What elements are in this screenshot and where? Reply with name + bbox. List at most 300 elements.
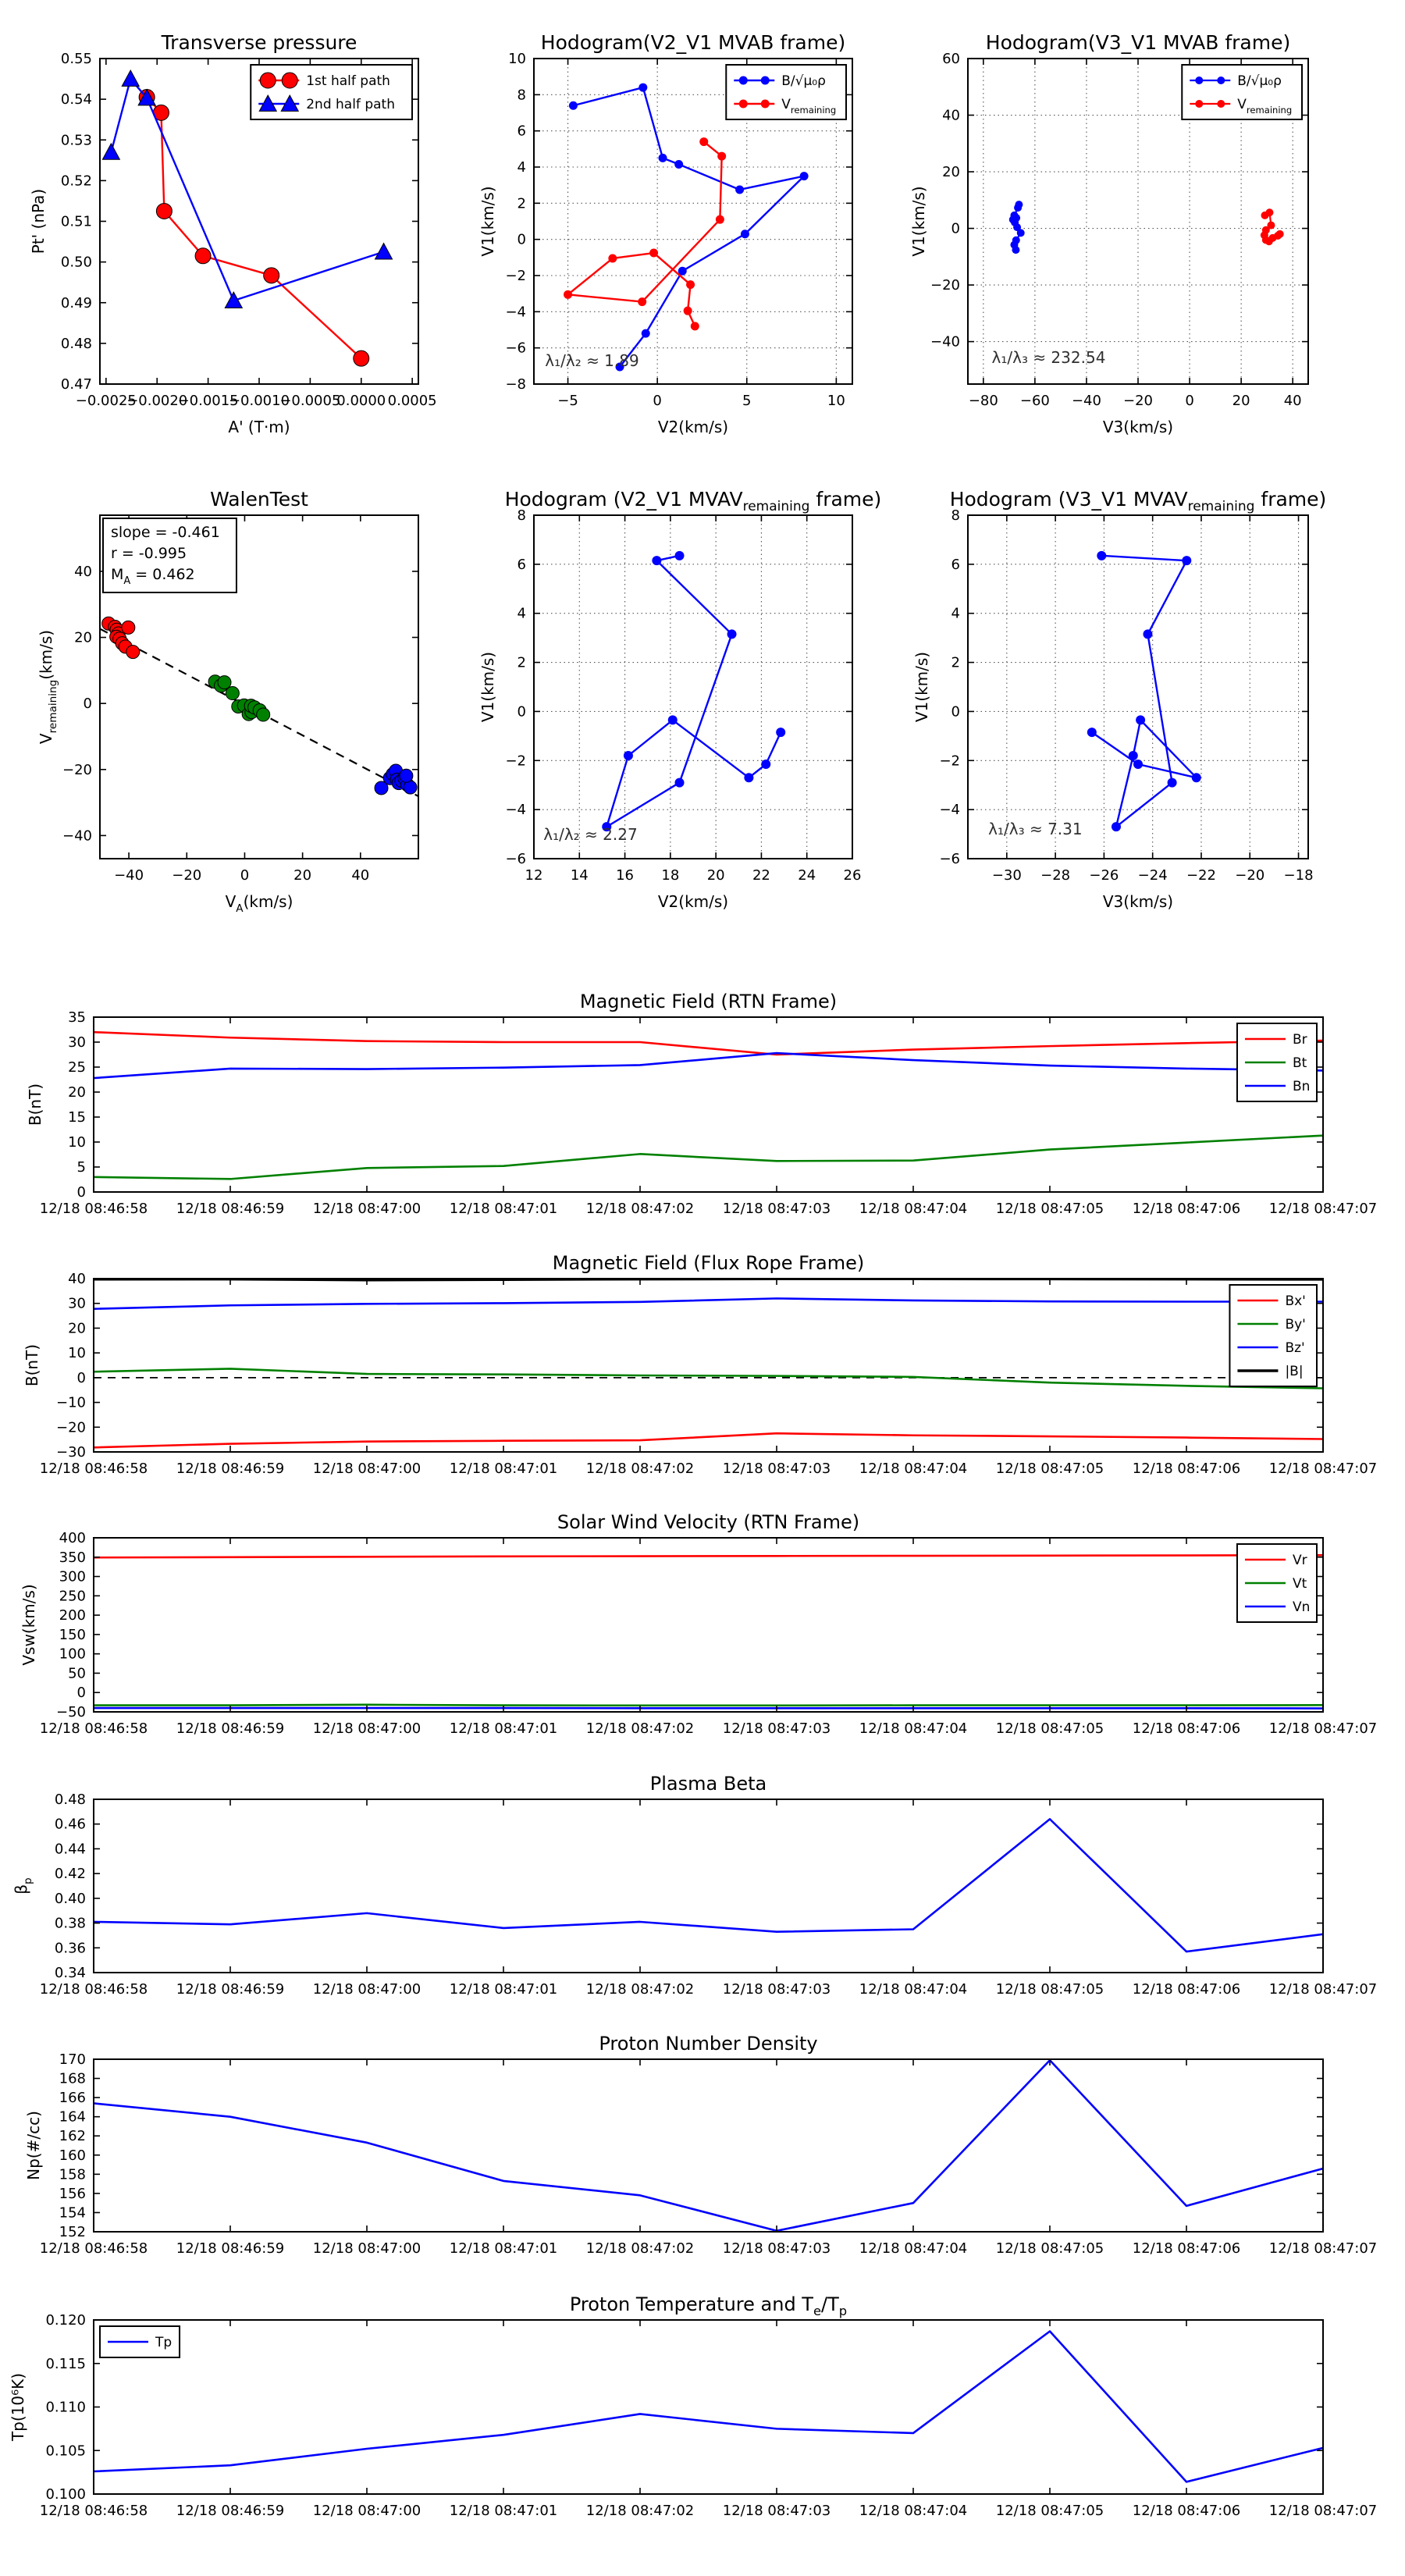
y-tick-label: 20 [68, 1320, 86, 1337]
y-tick-label: 0.47 [60, 376, 92, 393]
stats-line: $M_A = 0.462$ [111, 566, 195, 587]
dot-marker [642, 329, 650, 338]
series-line [1092, 556, 1197, 827]
y-tick-label: 2 [517, 195, 526, 212]
x-tick-label: −28 [1040, 867, 1071, 884]
x-tick-label: 0.0005 [387, 393, 437, 409]
series-group [602, 551, 785, 831]
x-tick-label: 12/18 08:46:58 [39, 2240, 148, 2257]
x-tick-label: 12/18 08:47:02 [585, 1981, 695, 1998]
x-axis-label: V2(km/s) [657, 892, 729, 911]
x-tick-label: 12/18 08:47:03 [722, 2240, 831, 2257]
series-line [94, 2331, 1323, 2482]
legend [100, 2326, 180, 2357]
y-tick-label: 0.40 [54, 1890, 86, 1907]
y-tick-label: 10 [68, 1134, 86, 1151]
panel-transverse_pressure [29, 31, 437, 436]
dot-marker [727, 629, 737, 639]
y-tick-label: −40 [62, 827, 92, 845]
x-tick-label: 12/18 08:47:01 [449, 1201, 558, 1217]
circle-marker [195, 248, 211, 264]
x-tick-label: −0.0005 [279, 393, 341, 409]
panel-title: Hodogram(V3_V1 MVAB frame) [985, 31, 1291, 54]
y-tick-label: −30 [56, 1444, 86, 1461]
y-tick-label: 8 [517, 87, 526, 104]
series-line [94, 1298, 1323, 1308]
y-tick-label: −6 [939, 851, 960, 867]
y-tick-label: −2 [505, 753, 526, 770]
panel-title: Plasma Beta [649, 1773, 767, 1795]
dot-marker [1217, 100, 1225, 108]
x-tick-label: −5 [557, 393, 578, 409]
y-tick-label: −10 [56, 1394, 86, 1411]
y-tick-label: −2 [505, 268, 526, 284]
y-tick-label: 0.48 [60, 335, 92, 352]
x-tick-label: 12/18 08:47:07 [1268, 2503, 1378, 2519]
x-tick-label: 12/18 08:47:00 [312, 2240, 422, 2257]
y-tick-label: 0.42 [54, 1866, 86, 1883]
ticks [40, 2051, 1377, 2257]
y-tick-label: −4 [505, 304, 526, 321]
legend [1229, 1285, 1317, 1386]
y-axis-label: V1(km/s) [478, 186, 497, 257]
legend-label: 2nd half path [306, 97, 395, 112]
x-tick-label: 12/18 08:47:06 [1132, 1981, 1241, 1998]
legend-label: Vr [1292, 1553, 1307, 1568]
y-tick-label: 50 [68, 1665, 86, 1682]
y-tick-label: −4 [939, 802, 960, 819]
x-tick-label: 12/18 08:47:01 [449, 1461, 558, 1477]
x-tick-label: 12/18 08:46:58 [39, 1981, 148, 1998]
dot-marker [776, 728, 785, 737]
y-tick-label: 152 [59, 2224, 86, 2240]
x-tick-label: 40 [1283, 393, 1302, 409]
x-tick-label: −20 [1123, 393, 1153, 409]
dot-marker [699, 137, 708, 146]
dot-marker [1195, 100, 1203, 108]
panel-title: Magnetic Field (Flux Rope Frame) [552, 1252, 865, 1274]
x-tick-label: 12/18 08:47:06 [1132, 1720, 1241, 1737]
x-tick-label: 12/18 08:47:04 [859, 2240, 968, 2257]
y-tick-label: 0.36 [54, 1940, 86, 1957]
x-tick-label: 12/18 08:47:00 [312, 1461, 422, 1477]
x-tick-label: −0.0010 [228, 393, 290, 409]
panel-title: Hodogram (V3_V1 $MVAV_{remaining}$ frame) [949, 488, 1327, 514]
series-line [94, 1368, 1323, 1388]
y-tick-label: 0.34 [54, 1965, 86, 1981]
dot-marker [1014, 204, 1022, 212]
x-tick-label: 12/18 08:47:04 [859, 1461, 968, 1477]
x-tick-label: 26 [843, 867, 862, 884]
legend-label: $V_{remaining}$ [1237, 97, 1293, 116]
x-tick-label: 12/18 08:47:04 [859, 1720, 968, 1737]
y-tick-label: 4 [517, 159, 526, 176]
circle-marker [260, 73, 276, 88]
x-tick-label: 12/18 08:47:04 [859, 1981, 968, 1998]
x-axis-label: V2(km/s) [657, 418, 729, 436]
legend-label: Bx' [1285, 1293, 1306, 1309]
legend-label: |B| [1285, 1364, 1304, 1379]
series-line [94, 1053, 1323, 1078]
x-tick-label: 12/18 08:47:07 [1268, 1720, 1378, 1737]
series-group [94, 1032, 1323, 1179]
x-tick-label: −80 [968, 393, 998, 409]
dot-marker [1217, 76, 1225, 84]
dot-marker [638, 297, 646, 306]
series-line [606, 556, 781, 827]
x-tick-label: 12/18 08:47:05 [995, 2240, 1104, 2257]
x-tick-label: 12/18 08:47:00 [312, 1201, 422, 1217]
x-tick-label: −18 [1283, 867, 1314, 884]
x-tick-label: 12/18 08:47:07 [1268, 1201, 1378, 1217]
y-tick-label: −20 [56, 1419, 86, 1436]
x-tick-label: 12/18 08:47:03 [722, 1201, 831, 1217]
axes-box [94, 1538, 1323, 1712]
dot-marker [608, 254, 617, 262]
x-axis-label: V3(km/s) [1102, 892, 1174, 911]
x-tick-label: 5 [742, 393, 752, 409]
series-group [94, 1819, 1323, 1952]
ticks [40, 1009, 1377, 1217]
dot-marker [652, 556, 661, 565]
y-tick-label: 200 [59, 1607, 86, 1624]
dot-marker [1129, 751, 1138, 760]
x-tick-label: 12/18 08:46:58 [39, 1461, 148, 1477]
y-tick-label: 100 [59, 1646, 86, 1663]
y-tick-label: 154 [59, 2204, 86, 2222]
y-tick-label: 4 [951, 605, 960, 622]
dot-marker [761, 76, 770, 85]
x-tick-label: 12/18 08:47:01 [449, 2503, 558, 2519]
y-axis-label: $\beta_p$ [12, 1877, 34, 1895]
x-tick-label: 12/18 08:47:06 [1132, 1201, 1241, 1217]
x-tick-label: −30 [991, 867, 1022, 884]
y-tick-label: 0.53 [60, 132, 92, 149]
series-group [100, 617, 418, 796]
dot-marker [1012, 246, 1019, 254]
dot-marker [1274, 232, 1282, 240]
y-tick-label: 0 [76, 1369, 86, 1386]
x-tick-label: 0 [1185, 393, 1194, 409]
x-tick-label: 12/18 08:46:59 [176, 1981, 285, 1998]
y-tick-label: 2 [951, 654, 960, 671]
x-tick-label: 12/18 08:47:05 [995, 1720, 1104, 1737]
y-tick-label: 170 [59, 2051, 86, 2068]
x-tick-label: 10 [827, 393, 845, 409]
y-tick-label: 0.120 [45, 2312, 86, 2329]
panel-hodogram_v2v1_mvab [478, 31, 852, 436]
dot-marker [624, 751, 633, 760]
x-tick-label: 12/18 08:47:06 [1132, 1461, 1241, 1477]
y-tick-label: 0.105 [45, 2443, 86, 2460]
panel-proton_temp [9, 2293, 1377, 2519]
x-tick-label: 12/18 08:47:07 [1268, 1461, 1378, 1477]
panel-mag_fr [23, 1252, 1377, 1477]
y-tick-label: 4 [517, 605, 526, 622]
dot-marker [668, 715, 678, 724]
x-tick-label: 12/18 08:47:07 [1268, 2240, 1378, 2257]
dot-marker [675, 551, 685, 560]
dot-marker [649, 249, 658, 258]
x-tick-label: 12/18 08:47:05 [995, 1981, 1104, 1998]
legend-label: Bt [1292, 1055, 1307, 1071]
legend-label: Vt [1292, 1576, 1307, 1592]
series-line [94, 1705, 1323, 1706]
lambda-annotation: λ₁/λ₃ ≈ 232.54 [991, 347, 1106, 367]
dot-marker [674, 160, 683, 169]
grid [534, 515, 852, 859]
x-tick-label: 12/18 08:47:03 [722, 1461, 831, 1477]
dot-marker [761, 760, 770, 769]
y-tick-label: 350 [59, 1549, 86, 1566]
dot-marker [1136, 715, 1145, 724]
panel-mag_rtn [26, 991, 1377, 1217]
y-tick-label: −20 [930, 277, 960, 294]
y-tick-label: 168 [59, 2070, 86, 2087]
x-tick-label: −20 [1235, 867, 1265, 884]
dot-marker [1182, 556, 1191, 565]
circle-marker [354, 350, 369, 366]
legend [251, 65, 412, 119]
series-group [1009, 201, 1284, 254]
series-line [94, 1433, 1323, 1447]
y-tick-label: 0.52 [60, 173, 92, 190]
axes-box [94, 2320, 1323, 2494]
x-tick-label: 0 [653, 393, 662, 409]
y-tick-label: 150 [59, 1626, 86, 1643]
legend-label: Bz' [1285, 1340, 1305, 1356]
panel-vsw_rtn [20, 1511, 1377, 1737]
y-tick-label: 25 [68, 1059, 86, 1076]
series-group [564, 84, 809, 372]
series-group [94, 2060, 1323, 2231]
x-tick-label: 14 [570, 867, 589, 884]
y-axis-label: $V_{remaining}(km/s)$ [37, 629, 59, 745]
y-tick-label: 30 [68, 1295, 86, 1312]
y-tick-label: 15 [68, 1109, 86, 1126]
y-tick-label: 164 [59, 2108, 86, 2126]
circle-marker [226, 687, 239, 700]
dot-marker [1192, 773, 1201, 782]
dot-marker [735, 185, 744, 194]
triangle-marker [225, 292, 242, 308]
x-tick-label: 12/18 08:47:02 [585, 1201, 695, 1217]
x-axis-label: A' (T·m) [228, 418, 290, 436]
panel-title: Transverse pressure [161, 31, 357, 54]
y-axis-label: Vsw(km/s) [20, 1584, 38, 1666]
x-tick-label: 0 [240, 867, 250, 884]
y-tick-label: 156 [59, 2185, 86, 2202]
x-tick-label: 20 [1232, 393, 1250, 409]
y-tick-label: −2 [939, 753, 960, 770]
panel-title: Magnetic Field (RTN Frame) [579, 991, 838, 1012]
legend-label: 1st half path [306, 73, 390, 89]
x-tick-label: −0.0025 [75, 393, 137, 409]
legend-label: Br [1292, 1032, 1307, 1048]
y-tick-label: 10 [508, 51, 526, 67]
dot-marker [1097, 551, 1106, 560]
y-tick-label: −4 [505, 802, 526, 819]
circle-marker [257, 708, 270, 721]
x-tick-label: 12/18 08:46:59 [176, 2503, 285, 2519]
dot-marker [638, 84, 647, 92]
series-line [94, 2060, 1323, 2231]
dot-marker [744, 773, 753, 782]
y-tick-label: 6 [517, 123, 526, 140]
dot-marker [1017, 229, 1025, 237]
x-tick-label: −60 [1019, 393, 1050, 409]
y-tick-label: 0 [517, 231, 526, 248]
y-tick-label: 6 [951, 556, 960, 573]
legend-label: B/√μ₀ρ [1237, 73, 1282, 89]
series-group [94, 1279, 1323, 1447]
x-tick-label: 12/18 08:47:03 [722, 2503, 831, 2519]
series-line [147, 98, 361, 359]
x-tick-label: 20 [293, 867, 312, 884]
legend-label: Tp [155, 2335, 173, 2350]
circle-marker [156, 203, 172, 219]
x-tick-label: 12/18 08:47:05 [995, 1461, 1104, 1477]
y-tick-label: 30 [68, 1034, 86, 1051]
stats-line: r = -0.995 [111, 545, 187, 562]
dot-marker [1168, 778, 1177, 788]
panel-walen_test [37, 488, 418, 915]
dot-marker [691, 322, 699, 330]
x-tick-label: 12/18 08:47:05 [995, 2503, 1104, 2519]
x-tick-label: −26 [1089, 867, 1119, 884]
dot-marker [761, 100, 770, 109]
panel-title: WalenTest [210, 488, 308, 511]
stats-line: slope = -0.461 [111, 524, 220, 541]
dot-marker [716, 215, 724, 224]
circle-marker [122, 621, 135, 634]
y-tick-label: 40 [68, 1271, 86, 1287]
y-tick-label: 0.44 [54, 1841, 86, 1858]
y-tick-label: 0.49 [60, 294, 92, 311]
dot-marker [1087, 728, 1097, 737]
triangle-marker [102, 144, 119, 159]
y-axis-label: Tp(10⁶K) [9, 2372, 27, 2442]
legend [1237, 1544, 1317, 1622]
ticks [40, 2312, 1377, 2519]
x-tick-label: 12/18 08:47:01 [449, 1720, 558, 1737]
y-axis-label: V1(km/s) [478, 651, 497, 723]
y-tick-label: 0 [517, 703, 526, 720]
y-tick-label: 160 [59, 2147, 86, 2164]
x-tick-label: 12/18 08:47:04 [859, 2503, 968, 2519]
dot-marker [1265, 208, 1273, 216]
panel-hodogram_v3v1_mvab [909, 31, 1308, 436]
y-tick-label: 400 [59, 1530, 86, 1546]
dot-marker [569, 101, 578, 110]
y-tick-label: 0.54 [60, 91, 92, 109]
x-tick-label: 0.0000 [336, 393, 386, 409]
y-tick-label: −40 [930, 333, 960, 350]
legend-label: B/√μ₀ρ [781, 73, 826, 89]
y-tick-label: 0.50 [60, 254, 92, 271]
y-tick-label: −6 [505, 340, 526, 357]
x-tick-label: −40 [114, 867, 144, 884]
panel-hodogram_v2v1_mvav [478, 488, 881, 911]
x-tick-label: 12 [525, 867, 543, 884]
triangle-marker [375, 244, 393, 259]
axes-box [94, 1799, 1323, 1973]
y-tick-label: 300 [59, 1568, 86, 1585]
y-tick-label: 10 [68, 1345, 86, 1362]
legend [1182, 65, 1302, 119]
y-tick-label: 40 [942, 107, 960, 124]
series-line [94, 1136, 1323, 1179]
x-tick-label: 12/18 08:47:02 [585, 2240, 695, 2257]
dot-marker [659, 154, 667, 162]
y-axis-label: Np(#/cc) [24, 2111, 43, 2180]
x-tick-label: −20 [172, 867, 202, 884]
x-tick-label: 20 [706, 867, 725, 884]
x-tick-label: −40 [1071, 393, 1101, 409]
y-axis-label: V1(km/s) [909, 186, 928, 257]
x-tick-label: 12/18 08:47:03 [722, 1720, 831, 1737]
y-tick-label: 60 [942, 51, 960, 67]
x-tick-label: −0.0020 [126, 393, 188, 409]
x-tick-label: 22 [752, 867, 770, 884]
y-tick-label: 40 [74, 563, 92, 580]
y-tick-label: 0 [76, 1184, 86, 1201]
dot-marker [800, 172, 809, 180]
y-tick-label: −50 [56, 1704, 86, 1720]
dot-marker [739, 100, 748, 109]
series-line [573, 87, 804, 367]
legend-label: Vn [1292, 1599, 1311, 1615]
y-tick-label: 0 [951, 220, 960, 237]
x-tick-label: 12/18 08:47:02 [585, 1720, 695, 1737]
dot-marker [739, 76, 748, 85]
x-tick-label: 12/18 08:47:01 [449, 1981, 558, 1998]
panel-title: Proton Temperature and $T_e/T_p$ [569, 2293, 848, 2318]
y-tick-label: 35 [68, 1009, 86, 1026]
circle-marker [400, 769, 413, 782]
legend [1237, 1023, 1317, 1101]
panel-title: Hodogram(V2_V1 MVAB frame) [540, 31, 846, 54]
circle-marker [218, 676, 231, 689]
panel-title: Solar Wind Velocity (RTN Frame) [557, 1511, 860, 1533]
y-tick-label: 20 [74, 629, 92, 646]
y-tick-label: −20 [62, 761, 92, 778]
axes-box [94, 2059, 1323, 2232]
x-tick-label: 16 [616, 867, 635, 884]
panel-plasma_beta [12, 1773, 1377, 1998]
lambda-annotation: λ₁/λ₂ ≈ 2.27 [543, 824, 638, 844]
y-tick-label: 0.38 [54, 1915, 86, 1932]
x-tick-label: 12/18 08:46:59 [176, 2240, 285, 2257]
ticks [40, 1791, 1377, 1998]
x-tick-label: 12/18 08:47:02 [585, 2503, 695, 2519]
y-tick-label: −8 [505, 376, 526, 393]
legend [726, 65, 846, 119]
y-tick-label: −6 [505, 851, 526, 867]
x-tick-label: 12/18 08:47:07 [1268, 1981, 1378, 1998]
x-tick-label: 18 [661, 867, 680, 884]
y-tick-label: 0 [76, 1685, 86, 1702]
y-tick-label: 2 [517, 654, 526, 671]
y-tick-label: 20 [942, 164, 960, 181]
x-tick-label: 12/18 08:47:01 [449, 2240, 558, 2257]
y-tick-label: 250 [59, 1588, 86, 1605]
dot-marker [684, 307, 692, 315]
x-tick-label: 12/18 08:46:58 [39, 2503, 148, 2519]
series-group [94, 2331, 1323, 2482]
y-tick-label: 158 [59, 2166, 86, 2183]
circle-marker [126, 646, 140, 659]
